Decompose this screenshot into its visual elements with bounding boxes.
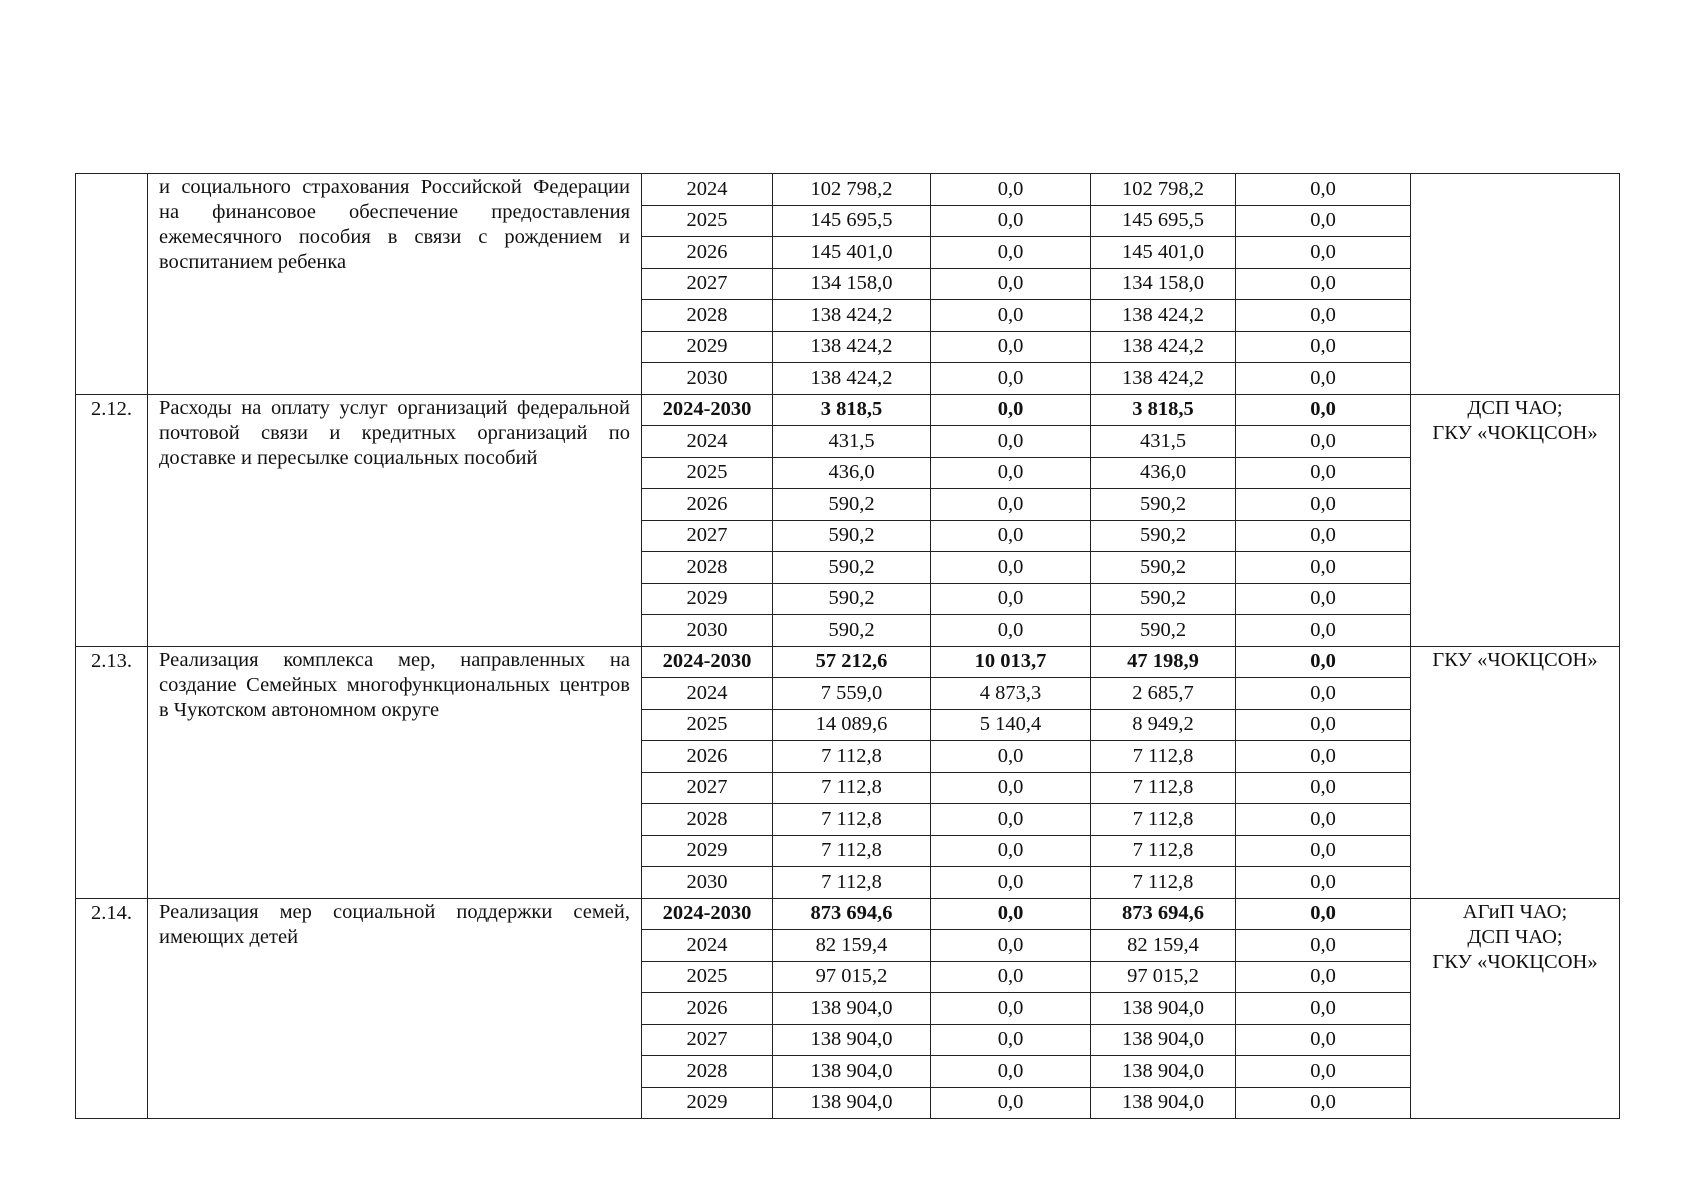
cell-total: 138 424,2 xyxy=(773,300,931,332)
cell-other: 0,0 xyxy=(1236,1056,1411,1088)
cell-federal: 4 873,3 xyxy=(931,678,1091,710)
cell-other: 0,0 xyxy=(1236,268,1411,300)
cell-total: 590,2 xyxy=(773,489,931,521)
cell-federal: 0,0 xyxy=(931,1056,1091,1088)
cell-federal: 0,0 xyxy=(931,426,1091,458)
cell-other: 0,0 xyxy=(1236,552,1411,584)
cell-total: 138 904,0 xyxy=(773,1087,931,1119)
cell-regional: 7 112,8 xyxy=(1091,835,1236,867)
executor-cell xyxy=(1411,174,1620,395)
cell-federal: 0,0 xyxy=(931,993,1091,1025)
cell-regional: 138 424,2 xyxy=(1091,300,1236,332)
cell-total: 3 818,5 xyxy=(773,394,931,426)
cell-period: 2029 xyxy=(642,583,773,615)
cell-total: 14 089,6 xyxy=(773,709,931,741)
cell-regional: 134 158,0 xyxy=(1091,268,1236,300)
cell-total: 138 904,0 xyxy=(773,993,931,1025)
cell-total: 590,2 xyxy=(773,583,931,615)
cell-period: 2029 xyxy=(642,835,773,867)
cell-total: 138 424,2 xyxy=(773,363,931,395)
item-name: Реализация мер социальной поддержки семей, имеющих детей xyxy=(148,898,642,1119)
cell-federal: 0,0 xyxy=(931,772,1091,804)
cell-total: 7 112,8 xyxy=(773,741,931,773)
table-row xyxy=(76,898,1620,930)
cell-regional: 82 159,4 xyxy=(1091,930,1236,962)
cell-total: 138 904,0 xyxy=(773,1056,931,1088)
cell-total: 145 695,5 xyxy=(773,205,931,237)
cell-period: 2024 xyxy=(642,174,773,206)
cell-total: 590,2 xyxy=(773,615,931,647)
cell-total: 82 159,4 xyxy=(773,930,931,962)
executor-name: ГКУ «ЧОКЦСОН» xyxy=(1432,421,1598,444)
cell-regional: 97 015,2 xyxy=(1091,961,1236,993)
cell-other: 0,0 xyxy=(1236,583,1411,615)
executor-name: АГиП ЧАО; xyxy=(1462,900,1568,923)
cell-regional: 2 685,7 xyxy=(1091,678,1236,710)
cell-regional: 590,2 xyxy=(1091,552,1236,584)
executor-name: ДСП ЧАО; xyxy=(1467,396,1563,419)
cell-federal: 0,0 xyxy=(931,489,1091,521)
cell-federal: 0,0 xyxy=(931,331,1091,363)
cell-regional: 102 798,2 xyxy=(1091,174,1236,206)
table-row xyxy=(76,646,1620,678)
executor-cell xyxy=(1411,898,1620,1119)
cell-regional: 7 112,8 xyxy=(1091,804,1236,836)
cell-federal: 0,0 xyxy=(931,583,1091,615)
cell-regional: 590,2 xyxy=(1091,489,1236,521)
item-number: 2.12. xyxy=(76,394,148,646)
item-number xyxy=(76,174,148,395)
cell-regional: 590,2 xyxy=(1091,615,1236,647)
cell-other: 0,0 xyxy=(1236,930,1411,962)
cell-other: 0,0 xyxy=(1236,898,1411,930)
cell-total: 97 015,2 xyxy=(773,961,931,993)
cell-other: 0,0 xyxy=(1236,394,1411,426)
cell-total: 102 798,2 xyxy=(773,174,931,206)
cell-total: 873 694,6 xyxy=(773,898,931,930)
cell-regional: 590,2 xyxy=(1091,520,1236,552)
cell-total: 145 401,0 xyxy=(773,237,931,269)
cell-other: 0,0 xyxy=(1236,804,1411,836)
cell-total: 436,0 xyxy=(773,457,931,489)
cell-regional: 8 949,2 xyxy=(1091,709,1236,741)
cell-regional: 138 904,0 xyxy=(1091,1087,1236,1119)
cell-federal: 0,0 xyxy=(931,898,1091,930)
cell-other: 0,0 xyxy=(1236,993,1411,1025)
executor-cell xyxy=(1411,394,1620,646)
cell-period: 2027 xyxy=(642,268,773,300)
cell-other: 0,0 xyxy=(1236,835,1411,867)
cell-period: 2030 xyxy=(642,363,773,395)
cell-other: 0,0 xyxy=(1236,457,1411,489)
item-name: и социального страхования Российской Федерации на финансовое обеспечение предоставления ежемесячного пособия в связи с рождением и воспитанием ребенка xyxy=(148,174,642,395)
cell-total: 590,2 xyxy=(773,552,931,584)
cell-federal: 0,0 xyxy=(931,300,1091,332)
cell-other: 0,0 xyxy=(1236,678,1411,710)
budget-table xyxy=(75,173,1620,1119)
cell-total: 7 112,8 xyxy=(773,835,931,867)
cell-other: 0,0 xyxy=(1236,174,1411,206)
executor-name: ДСП ЧАО; xyxy=(1467,925,1563,948)
cell-regional: 7 112,8 xyxy=(1091,741,1236,773)
cell-regional: 3 818,5 xyxy=(1091,394,1236,426)
cell-regional: 138 904,0 xyxy=(1091,1024,1236,1056)
cell-other: 0,0 xyxy=(1236,615,1411,647)
cell-period: 2030 xyxy=(642,615,773,647)
item-name: Реализация комплекса мер, направленных на создание Семейных многофункциональных центров в Чукотском автономном округе xyxy=(148,646,642,898)
cell-total: 57 212,6 xyxy=(773,646,931,678)
cell-other: 0,0 xyxy=(1236,772,1411,804)
cell-regional: 145 401,0 xyxy=(1091,237,1236,269)
cell-total: 138 904,0 xyxy=(773,1024,931,1056)
cell-federal: 0,0 xyxy=(931,363,1091,395)
cell-regional: 436,0 xyxy=(1091,457,1236,489)
cell-total: 7 559,0 xyxy=(773,678,931,710)
cell-period: 2024-2030 xyxy=(642,646,773,678)
cell-period: 2027 xyxy=(642,1024,773,1056)
cell-regional: 7 112,8 xyxy=(1091,867,1236,899)
cell-other: 0,0 xyxy=(1236,1087,1411,1119)
cell-period: 2024 xyxy=(642,426,773,458)
cell-other: 0,0 xyxy=(1236,709,1411,741)
cell-total: 7 112,8 xyxy=(773,867,931,899)
cell-other: 0,0 xyxy=(1236,363,1411,395)
cell-regional: 590,2 xyxy=(1091,583,1236,615)
cell-regional: 138 424,2 xyxy=(1091,331,1236,363)
cell-federal: 0,0 xyxy=(931,552,1091,584)
cell-other: 0,0 xyxy=(1236,961,1411,993)
cell-federal: 0,0 xyxy=(931,237,1091,269)
cell-federal: 0,0 xyxy=(931,457,1091,489)
cell-federal: 5 140,4 xyxy=(931,709,1091,741)
cell-other: 0,0 xyxy=(1236,741,1411,773)
cell-period: 2024-2030 xyxy=(642,898,773,930)
cell-period: 2026 xyxy=(642,489,773,521)
cell-total: 590,2 xyxy=(773,520,931,552)
cell-period: 2028 xyxy=(642,1056,773,1088)
item-number: 2.14. xyxy=(76,898,148,1119)
cell-period: 2028 xyxy=(642,552,773,584)
cell-total: 7 112,8 xyxy=(773,772,931,804)
cell-period: 2025 xyxy=(642,961,773,993)
cell-regional: 47 198,9 xyxy=(1091,646,1236,678)
cell-period: 2025 xyxy=(642,205,773,237)
cell-regional: 145 695,5 xyxy=(1091,205,1236,237)
cell-other: 0,0 xyxy=(1236,1024,1411,1056)
cell-regional: 138 424,2 xyxy=(1091,363,1236,395)
cell-federal: 0,0 xyxy=(931,205,1091,237)
cell-period: 2024-2030 xyxy=(642,394,773,426)
table-body xyxy=(76,174,1620,1119)
cell-other: 0,0 xyxy=(1236,205,1411,237)
cell-federal: 0,0 xyxy=(931,1087,1091,1119)
table-row xyxy=(76,394,1620,426)
cell-total: 138 424,2 xyxy=(773,331,931,363)
cell-period: 2026 xyxy=(642,993,773,1025)
cell-other: 0,0 xyxy=(1236,331,1411,363)
cell-other: 0,0 xyxy=(1236,867,1411,899)
cell-federal: 0,0 xyxy=(931,835,1091,867)
cell-period: 2025 xyxy=(642,709,773,741)
cell-other: 0,0 xyxy=(1236,646,1411,678)
cell-period: 2026 xyxy=(642,741,773,773)
item-number: 2.13. xyxy=(76,646,148,898)
cell-federal: 0,0 xyxy=(931,520,1091,552)
cell-other: 0,0 xyxy=(1236,300,1411,332)
cell-other: 0,0 xyxy=(1236,520,1411,552)
cell-period: 2026 xyxy=(642,237,773,269)
cell-regional: 138 904,0 xyxy=(1091,1056,1236,1088)
cell-period: 2028 xyxy=(642,300,773,332)
cell-regional: 873 694,6 xyxy=(1091,898,1236,930)
cell-period: 2025 xyxy=(642,457,773,489)
cell-federal: 0,0 xyxy=(931,741,1091,773)
executor-name: ГКУ «ЧОКЦСОН» xyxy=(1432,648,1598,671)
cell-other: 0,0 xyxy=(1236,237,1411,269)
cell-period: 2027 xyxy=(642,520,773,552)
cell-federal: 0,0 xyxy=(931,961,1091,993)
cell-federal: 0,0 xyxy=(931,394,1091,426)
cell-federal: 0,0 xyxy=(931,268,1091,300)
cell-total: 431,5 xyxy=(773,426,931,458)
executor-cell xyxy=(1411,646,1620,898)
cell-federal: 0,0 xyxy=(931,1024,1091,1056)
cell-period: 2030 xyxy=(642,867,773,899)
cell-period: 2029 xyxy=(642,331,773,363)
cell-period: 2027 xyxy=(642,772,773,804)
cell-period: 2029 xyxy=(642,1087,773,1119)
cell-period: 2024 xyxy=(642,930,773,962)
cell-federal: 0,0 xyxy=(931,174,1091,206)
executor-name: ГКУ «ЧОКЦСОН» xyxy=(1432,950,1598,973)
table-row xyxy=(76,174,1620,206)
cell-federal: 0,0 xyxy=(931,615,1091,647)
cell-federal: 0,0 xyxy=(931,867,1091,899)
cell-federal: 0,0 xyxy=(931,930,1091,962)
cell-federal: 0,0 xyxy=(931,804,1091,836)
cell-regional: 431,5 xyxy=(1091,426,1236,458)
cell-period: 2024 xyxy=(642,678,773,710)
cell-total: 7 112,8 xyxy=(773,804,931,836)
cell-total: 134 158,0 xyxy=(773,268,931,300)
cell-other: 0,0 xyxy=(1236,426,1411,458)
cell-regional: 7 112,8 xyxy=(1091,772,1236,804)
cell-federal: 10 013,7 xyxy=(931,646,1091,678)
cell-regional: 138 904,0 xyxy=(1091,993,1236,1025)
cell-other: 0,0 xyxy=(1236,489,1411,521)
item-name: Расходы на оплату услуг организаций федеральной почтовой связи и кредитных организаций по доставке и пересылке социальных пособий xyxy=(148,394,642,646)
cell-period: 2028 xyxy=(642,804,773,836)
